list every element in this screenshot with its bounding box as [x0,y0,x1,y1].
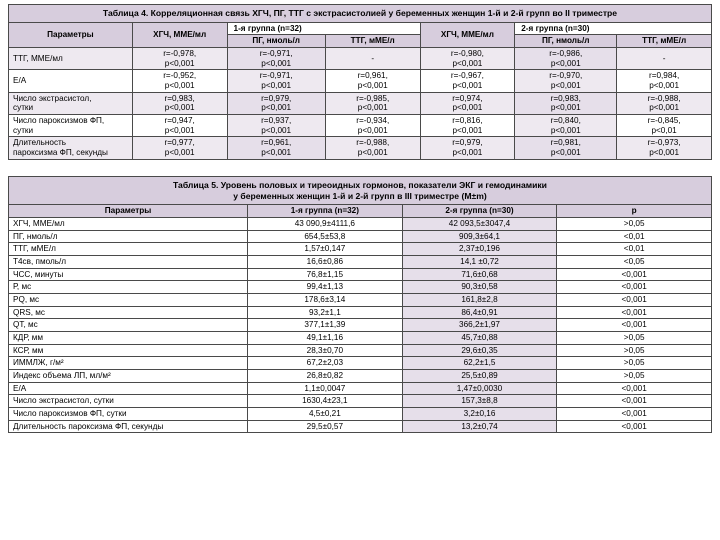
table-5-row-param: QT, мс [9,319,248,332]
table-row [9,420,712,433]
table-row [9,70,712,92]
table-5-row-param: Е/А [9,382,248,395]
table-4-cell: r=0,974, p<0,001 [420,92,515,114]
table-4-header-group-2: 2-я группа (n=30) [515,22,712,35]
table-5-cell: 16,6±0,86 [248,255,403,268]
table-5-cell: 29,5±0,57 [248,420,403,433]
table-row [9,408,712,421]
table-4-header-row-1 [9,22,712,35]
table-row [9,344,712,357]
table-4-row-param: Е/А [9,70,133,92]
table-5-cell: <0,01 [557,243,712,256]
table-row [9,230,712,243]
table-row [9,319,712,332]
table-row [9,395,712,408]
table-5-cell: 161,8±2,8 [402,293,557,306]
table-4-cell: r=-0,934, p<0,001 [325,115,420,137]
table-5-cell: 654,5±53,8 [248,230,403,243]
table-5-row-param: Р, мс [9,281,248,294]
table-5-cell: 49,1±1,16 [248,331,403,344]
table-5-row-param: ЧСС, минуты [9,268,248,281]
table-5-cell: 1,1±0,0047 [248,382,403,395]
table-4-cell: r=-0,980, p<0,001 [420,48,515,70]
table-5-cell: 2,37±0,196 [402,243,557,256]
table-5-cell: 93,2±1,1 [248,306,403,319]
table-5-caption-line-2: у беременных женщин 1-й и 2-й групп в III триместре (M±m) [9,191,712,205]
table-4-row-param: ТТГ, ММЕ/мл [9,48,133,70]
table-row [9,268,712,281]
table-5-cell: 86,4±0,91 [402,306,557,319]
table-5-cell: 99,4±1,13 [248,281,403,294]
table-4-header-pg-1: ПГ, нмоль/л [227,35,325,48]
table-5-row-param: Т4св, пмоль/л [9,255,248,268]
table-5-cell: 178,6±3,14 [248,293,403,306]
table-5-cell: <0,001 [557,281,712,294]
table-5-row-param: КДР, мм [9,331,248,344]
table-5-cell: 3,2±0,16 [402,408,557,421]
table-5-row-param: PQ, мс [9,293,248,306]
table-row [9,382,712,395]
table-5-cell: >0,05 [557,344,712,357]
table-row [9,217,712,230]
table-5-header-params: Параметры [9,205,248,218]
table-5-cell: 90,3±0,58 [402,281,557,294]
table-5-cell: <0,01 [557,230,712,243]
table-5-cell: 4,5±0,21 [248,408,403,421]
table-5-header-p: p [557,205,712,218]
table-4-caption: Таблица 4. Корреляционная связь ХГЧ, ПГ, ТТГ с экстрасистолией у беременных женщин 1-й и 2-й групп во II триместре [9,5,712,23]
table-5-cell: <0,001 [557,268,712,281]
table-5-cell: 42 093,5±3047,4 [402,217,557,230]
table-5-cell: <0,001 [557,319,712,332]
table-4-cell: - [325,48,420,70]
table-4-cell: r=-0,967, p<0,001 [420,70,515,92]
table-row [9,281,712,294]
table-4-header-pg-2: ПГ, нмоль/л [515,35,617,48]
table-4-row-param: Число пароксизмов ФП, сутки [9,115,133,137]
table-5-cell: >0,05 [557,357,712,370]
table-4-cell: r=0,983, p<0,001 [132,92,227,114]
table-5-cell: <0,001 [557,382,712,395]
table-5-cell: 67,2±2,03 [248,357,403,370]
table-5-row-param: Индекс объема ЛП, мл/м² [9,370,248,383]
table-5-row-param: QRS, мс [9,306,248,319]
table-5-row-param: ХГЧ, ММЕ/мл [9,217,248,230]
table-4-cell: r=-0,971, p<0,001 [227,70,325,92]
table-4-header-group-1: 1-я группа (n=32) [227,22,420,35]
table-4-row-param: Длительность пароксизма ФП, секунды [9,137,133,159]
table-5-cell: 377,1±1,39 [248,319,403,332]
table-5-cell: 43 090,9±4111,6 [248,217,403,230]
table-5-cell: 1,47±0,0030 [402,382,557,395]
table-4-header-params: Параметры [9,22,133,47]
table-5 [8,176,712,434]
table-4-cell: r=0,840, p<0,001 [515,115,617,137]
table-5-cell: 1630,4±23,1 [248,395,403,408]
table-5-cell: >0,05 [557,370,712,383]
table-5-cell: 29,6±0,35 [402,344,557,357]
table-5-cell: >0,05 [557,217,712,230]
table-5-header-group-1: 1-я группа (n=32) [248,205,403,218]
table-5-cell: 25,5±0,89 [402,370,557,383]
table-5-cell: 71,6±0,68 [402,268,557,281]
table-5-row-param: Длительность пароксизма ФП, секунды [9,420,248,433]
table-row [9,357,712,370]
table-5-row-param: ТТГ, мМЕ/л [9,243,248,256]
table-4-cell: r=-0,845, p<0,01 [617,115,712,137]
table-5-row-param: ИММЛЖ, г/м² [9,357,248,370]
table-4-cell: r=-0,971, p<0,001 [227,48,325,70]
table-4-header-hgch-1: ХГЧ, ММЕ/мл [132,22,227,47]
table-5-cell: <0,001 [557,306,712,319]
table-5-cell: 157,3±8,8 [402,395,557,408]
table-4-cell: r=0,979, p<0,001 [420,137,515,159]
table-4-cell: - [617,48,712,70]
table-5-row-param: КСР, мм [9,344,248,357]
table-5-cell: <0,05 [557,255,712,268]
table-5-caption-line-1: Таблица 5. Уровень половых и тиреоидных гормонов, показатели ЭКГ и гемодинамики [9,176,712,190]
table-5-cell: <0,001 [557,408,712,421]
table-4-caption-row [9,5,712,23]
table-4-cell: r=0,961, p<0,001 [325,70,420,92]
table-4-cell: r=-0,978, p<0,001 [132,48,227,70]
table-4 [8,4,712,160]
table-4-cell: r=0,977, p<0,001 [132,137,227,159]
table-5-cell: 26,8±0,82 [248,370,403,383]
table-row [9,293,712,306]
table-4-cell: r=0,981, p<0,001 [515,137,617,159]
table-5-cell: 76,8±1,15 [248,268,403,281]
table-row [9,370,712,383]
table-5-cell: 62,2±1,5 [402,357,557,370]
table-5-cell: <0,001 [557,293,712,306]
table-5-cell: 366,2±1,97 [402,319,557,332]
table-row [9,255,712,268]
table-5-row-param: Число экстрасистол, сутки [9,395,248,408]
table-5-cell: 1,57±0,147 [248,243,403,256]
table-4-header-hgch-2: ХГЧ, ММЕ/мл [420,22,515,47]
table-4-cell: r=-0,985, p<0,001 [325,92,420,114]
table-5-row-param: ПГ, нмоль/л [9,230,248,243]
table-row [9,48,712,70]
table-5-cell: 28,3±0,70 [248,344,403,357]
table-5-cell: 45,7±0,88 [402,331,557,344]
table-row [9,92,712,114]
tables-gap [8,160,712,176]
table-5-caption-row-2 [9,191,712,205]
table-5-cell: 14,1 ±0,72 [402,255,557,268]
table-4-cell: r=0,961, p<0,001 [227,137,325,159]
table-row [9,306,712,319]
table-row [9,137,712,159]
table-row [9,243,712,256]
table-4-cell: r=-0,988, p<0,001 [325,137,420,159]
table-row [9,331,712,344]
table-4-cell: r=0,979, p<0,001 [227,92,325,114]
table-4-header-ttg-1: ТТГ, мМЕ/л [325,35,420,48]
table-4-cell: r=0,937, p<0,001 [227,115,325,137]
table-4-cell: r=-0,973, p<0,001 [617,137,712,159]
table-4-cell: r=-0,970, p<0,001 [515,70,617,92]
table-4-cell: r=0,816, p<0,001 [420,115,515,137]
table-5-caption-row-1 [9,176,712,190]
table-4-cell: r=-0,952, p<0,001 [132,70,227,92]
table-4-cell: r=0,983, p<0,001 [515,92,617,114]
table-5-cell: 13,2±0,74 [402,420,557,433]
table-5-cell: <0,001 [557,420,712,433]
table-4-cell: r=-0,986, p<0,001 [515,48,617,70]
table-4-cell: r=-0,988, p<0,001 [617,92,712,114]
table-4-cell: r=0,947, p<0,001 [132,115,227,137]
table-5-header-group-2: 2-я группа (n=30) [402,205,557,218]
table-4-row-param: Число экстрасистол, сутки [9,92,133,114]
table-5-cell: <0,001 [557,395,712,408]
table-5-header-row [9,205,712,218]
table-5-row-param: Число пароксизмов ФП, сутки [9,408,248,421]
table-row [9,115,712,137]
table-4-cell: r=0,984, p<0,001 [617,70,712,92]
table-4-header-ttg-2: ТТГ, мМЕ/л [617,35,712,48]
table-5-cell: 909,3±64,1 [402,230,557,243]
table-5-cell: >0,05 [557,331,712,344]
